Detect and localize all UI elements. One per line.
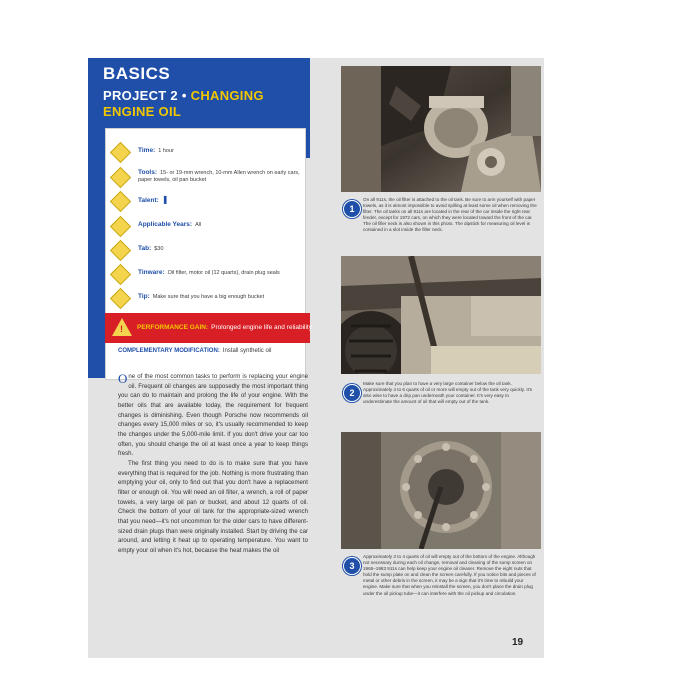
drop-cap: O bbox=[118, 371, 128, 386]
step-3-badge: 3 bbox=[343, 557, 361, 575]
talent-rating-icon: ❚ bbox=[161, 195, 169, 204]
info-tools-value: 15- or 19-mm wrench, 10-mm Allen wrench on early cars, paper towels, oil pan bucket bbox=[138, 170, 300, 183]
info-years-value: All bbox=[195, 222, 202, 228]
paragraph-2: The first thing you need to do is to make sure that you have everything that is required for the job. Nothing is more frustrating than emptying your oil, only to find out that you don't have a replacement filter or enough oil. You will need an oil filter, a wrench, a roll of paper towels, a very large oil pan or bucket, and about 12 quarts of oil. Check the bottom of your oil tank for the appropriate-sized wrench that you need—it's not uncommon for the older cars to have different-sized drain plugs than were originally installed. Start by driving the car around, and letting it heat up to operating temperature. You want to empty your oil when it's hot, because the heat makes the oil bbox=[118, 459, 308, 554]
complementary-label: COMPLEMENTARY MODIFICATION: bbox=[118, 348, 220, 354]
talent-icon bbox=[110, 191, 131, 212]
step-2-caption: Make sure that you plan to have a very large container below the oil tank. Approximately 4 to 6 quarts of oil or more will empty out of the tank very quickly. It's also wise to have a drip pan underneath your container. It's very easy to underestimate the amount of oil that will empty out of the tank. bbox=[363, 381, 533, 405]
calendar-icon bbox=[110, 216, 131, 237]
step-3-caption: Approximately 3 to 4 quarts of oil will empty out of the bottom of the engine. Although not necessary during each oil change, removal and cleaning of the sump screen on 1965–1983 911s can help keep your engine oil cleaner. Remove the eight nuts that hold the sump plate on and clean the screen carefully. If you notice bits and pieces of metal or other debris in the screen, it may be a sign that it's time to rebuild your engine. Make sure that when you reinstall the screen, you don't place the drain plug under the oil pickup tube—it can interfere with the oil pickup and circulation. bbox=[363, 554, 536, 596]
info-tools bbox=[106, 168, 305, 192]
info-tip-label: Tip: bbox=[138, 293, 150, 300]
step-2-badge: 2 bbox=[343, 384, 361, 402]
dollar-icon bbox=[110, 240, 131, 261]
clock-icon bbox=[110, 142, 131, 163]
article-body bbox=[118, 372, 308, 555]
info-years bbox=[106, 217, 305, 241]
oil-filter-photo bbox=[341, 66, 541, 192]
project-title bbox=[103, 88, 303, 120]
info-time bbox=[106, 143, 305, 167]
info-tinware-value: Oil filter, motor oil (12 quarts), drain plug seals bbox=[167, 270, 280, 276]
info-time-value: 1 hour bbox=[158, 148, 174, 154]
info-tab-value: $30 bbox=[154, 246, 164, 252]
paragraph-1-text: ne of the most common tasks to perform is replacing your engine oil. Frequent oil changes are supposedly the most important thing you can do to maintain and prolong the life of your engine. With the better oils that are available today, the requirement for frequent changes is diminishing. Even though Porsche now recommends oil changes every 15,000 miles or so, it's usually recommended to keep the changes under the 5,000-mile limit. If you don't drive your car too often, you should change the oil at least once a year to keep things fresh. bbox=[118, 373, 308, 458]
complementary-value: Install synthetic oil bbox=[222, 348, 272, 354]
info-talent bbox=[106, 192, 305, 216]
info-tools-label: Tools: bbox=[138, 169, 158, 176]
page-number: 19 bbox=[512, 637, 524, 648]
info-tip-value: Make sure that you have a big enough bucket bbox=[152, 294, 265, 300]
info-tinware-label: Tinware: bbox=[138, 269, 165, 276]
section-title: BASICS bbox=[103, 64, 171, 83]
info-talent-label: Talent: bbox=[138, 197, 159, 204]
wrench-icon bbox=[110, 167, 131, 188]
info-tip bbox=[106, 289, 305, 313]
sump-plate-photo bbox=[341, 432, 541, 549]
step-1-caption: On all 911s, the oil filter is attached to the oil tank. Be sure to arm yourself with paper towels, as it is almost impossible to avoid spilling at least some oil when removing the filter. The oil tanks on all 911s are located in the rear of the car inside the right rear fender, except for 1972 cars, on which they were located toward the front of the car. The oil filler neck is also shown in this photo. The dipstick for measuring oil level is contained in a slot inside the filler neck. bbox=[363, 197, 537, 233]
project-prefix: PROJECT 2 • bbox=[103, 88, 187, 103]
project-name: CHANGING ENGINE OIL bbox=[103, 88, 264, 119]
info-tab-label: Tab: bbox=[138, 245, 152, 252]
performance-value: Prolonged engine life and reliability bbox=[211, 324, 312, 331]
tip-icon bbox=[110, 288, 131, 309]
info-tinware bbox=[106, 265, 305, 289]
info-tab bbox=[106, 241, 305, 265]
step-1-badge: 1 bbox=[343, 200, 361, 218]
paragraph-1 bbox=[118, 372, 308, 459]
info-time-label: Time: bbox=[138, 147, 156, 154]
oil-tank-drain-photo bbox=[341, 256, 541, 374]
oil-can-icon bbox=[110, 264, 131, 285]
info-years-label: Applicable Years: bbox=[138, 221, 193, 228]
performance-gain-banner: ! PERFORMANCE GAIN: Prolonged engine life and reliability bbox=[105, 313, 310, 343]
complementary-modification bbox=[118, 348, 271, 354]
performance-label: PERFORMANCE GAIN: bbox=[137, 324, 209, 331]
